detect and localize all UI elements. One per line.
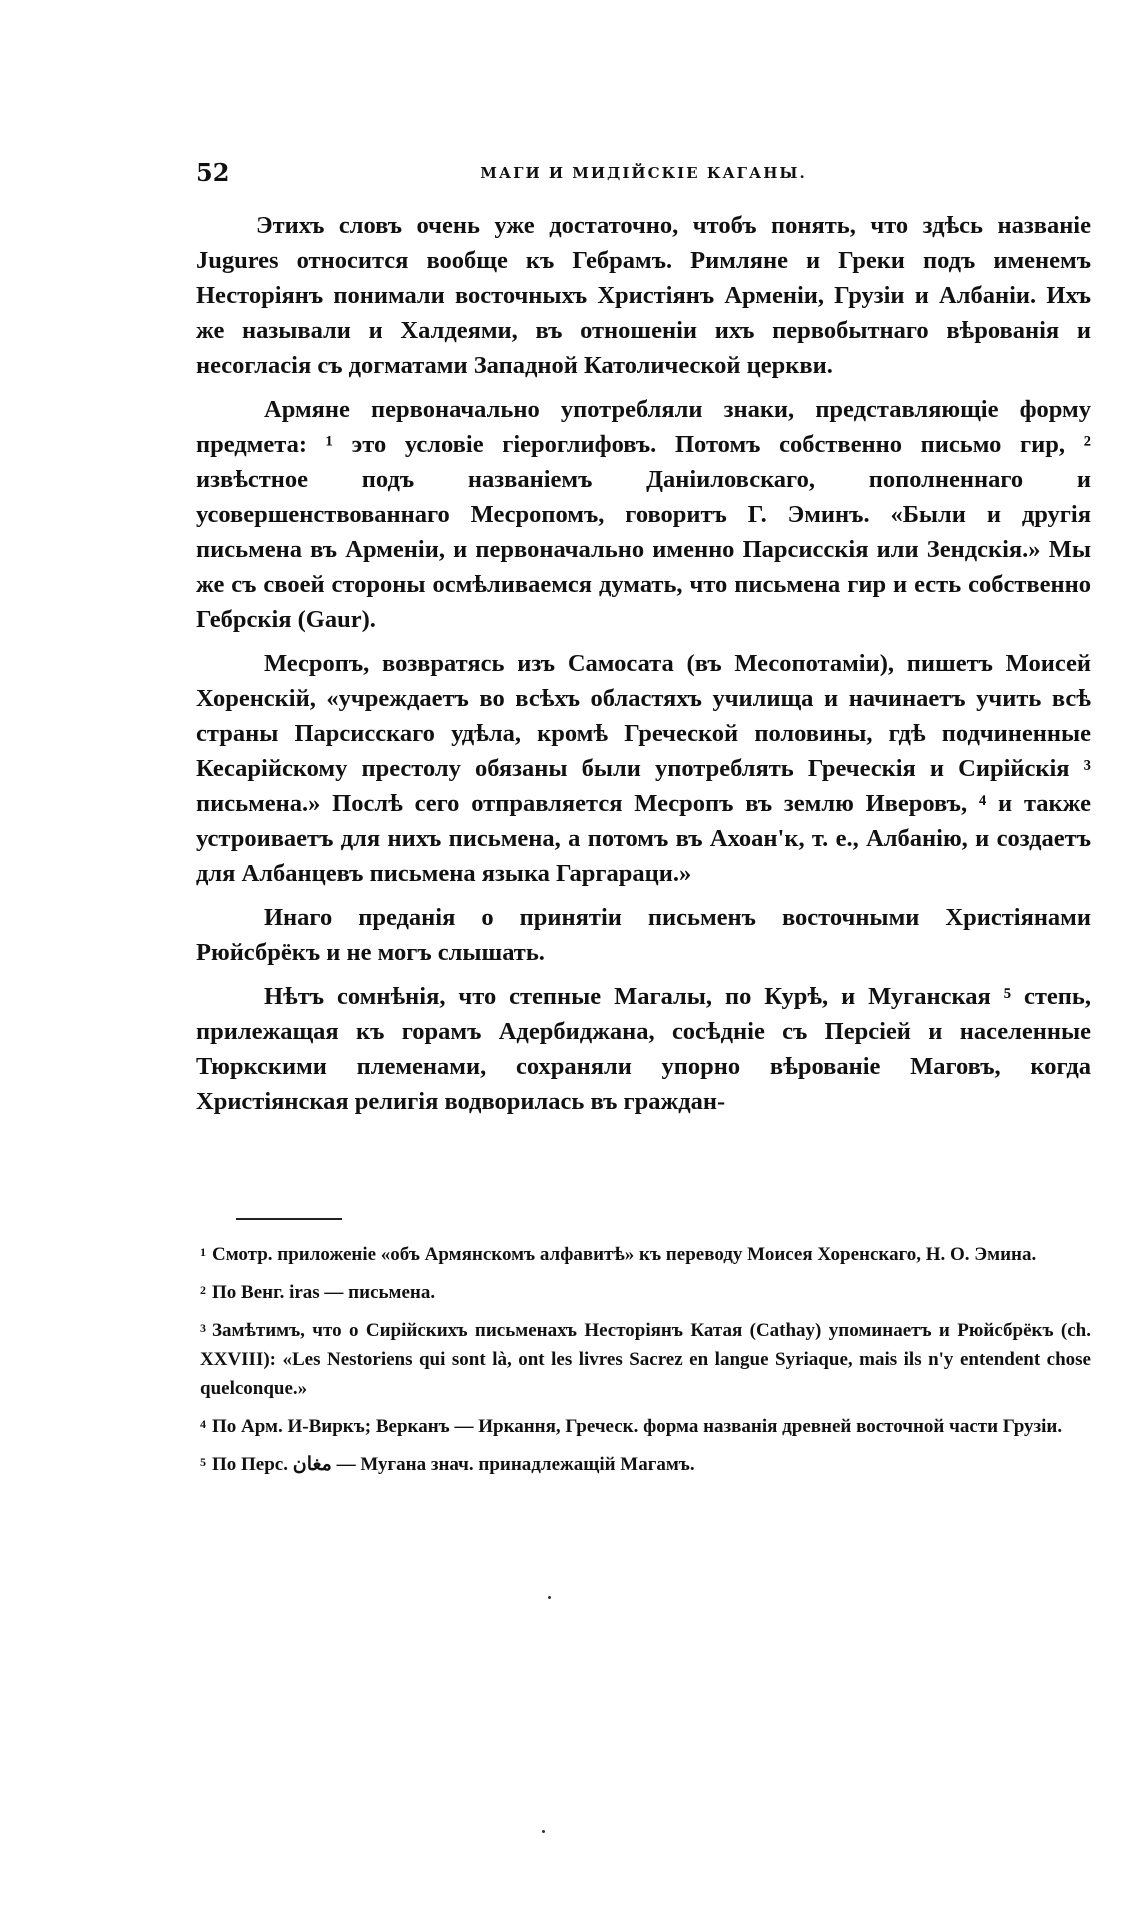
- footnote: [200, 1450, 1091, 1479]
- paragraph: Армяне первоначально употребляли знаки, представляющіе форму предмета: ¹ это условіе гіероглифовъ. Потомъ собственно письмо гир, ² извѣстное подъ названіемъ Даніиловскаго, пополненнаго и усовершенствованнаго Месропомъ, говоритъ Г. Эминъ. «Были и другія письмена въ Арменіи, и первоначально именно Парсисскія или Зендскія.» Мы же съ своей стороны осмѣливаемся думать, что письмена гир и есть собственно Гебрскія (Gaur).: [196, 396, 1091, 633]
- footnote: [200, 1412, 1091, 1441]
- footnote-mark: 5: [200, 1455, 206, 1469]
- footnote-text: Смотр. приложеніе «объ Армянскомъ алфавитѣ» къ переводу Моисея Хоренскаго, Н. О. Эмина.: [212, 1244, 1037, 1265]
- footnotes: [200, 1240, 1091, 1488]
- footnote-mark: 4: [200, 1417, 206, 1431]
- footnote: [200, 1240, 1091, 1269]
- footnote-divider: [236, 1218, 342, 1220]
- paragraph: Месропъ, возвратясь изъ Самосата (въ Месопотаміи), пишетъ Моисей Хоренскій, «учреждаетъ во всѣхъ областяхъ училища и начинаетъ учить всѣ страны Парсисскаго удѣла, кромѣ Греческой половины, гдѣ подчиненные Кесарійскому престолу обязаны были употреблять Греческія и Сирійскія ³ письмена.» Послѣ сего отправляется Месропъ въ землю Иверовъ, ⁴ и также устроиваетъ для нихъ письмена, а потомъ въ Ахоан'к, т. е., Албанію, и создаетъ для Албанцевъ письмена языка Гаргараци.»: [196, 650, 1091, 887]
- paragraph: Этихъ словъ очень уже достаточно, чтобъ понять, что здѣсь названіе Jugures относится вообще къ Гебрамъ. Римляне и Греки подъ именемъ Несторіянъ понимали восточныхъ Христіянъ Арменіи, Грузіи и Албаніи. Ихъ же называли и Халдеями, въ отношеніи ихъ первобытнаго вѣрованія и несогласія съ догматами Западной Католической церкви.: [196, 212, 1091, 379]
- footnote-mark: 2: [200, 1283, 206, 1297]
- scan-speck: [548, 1596, 551, 1599]
- page-header: [196, 158, 1091, 188]
- footnote: [200, 1278, 1091, 1307]
- scan-speck: [542, 1830, 545, 1833]
- footnote-text: По Венг. iras — письмена.: [212, 1282, 436, 1303]
- footnote-mark: 3: [200, 1321, 206, 1335]
- footnote-text: По Перс. مغان — Мугана знач. принадлежащій Магамъ.: [212, 1454, 695, 1475]
- running-title: МАГИ И МИДІЙСКІЕ КАГАНЫ.: [480, 164, 807, 182]
- footnote-mark: 1: [200, 1245, 206, 1259]
- page-number: 52: [196, 158, 230, 187]
- footnote-text: Замѣтимъ, что о Сирійскихъ письменахъ Несторіянъ Катая (Cathay) упоминаетъ и Рюйсбрёкъ (ch. XXVIII): «Les Nestoriens qui sont là, ont les livres Sacrez en langue Syriaque, mais ils n'y entendent chose quelconque.»: [200, 1320, 1091, 1399]
- main-text: [196, 208, 1091, 1128]
- paragraph: Инаго преданія о принятіи письменъ восточными Христіянами Рюйсбрёкъ и не могъ слышать.: [196, 904, 1091, 966]
- footnote-text: По Арм. И-Виркъ; Верканъ — Иркання, Греческ. форма названія древней восточной части Грузіи.: [212, 1416, 1063, 1437]
- footnote: [200, 1316, 1091, 1403]
- paragraph: Нѣтъ сомнѣнія, что степные Магалы, по Курѣ, и Муганская ⁵ степь, прилежащая къ горамъ Адербиджана, сосѣдніе съ Персіей и населенные Тюркскими племенами, сохраняли упорно вѣрованіе Маговъ, когда Христіянская религія водворилась въ граждан-: [196, 983, 1091, 1115]
